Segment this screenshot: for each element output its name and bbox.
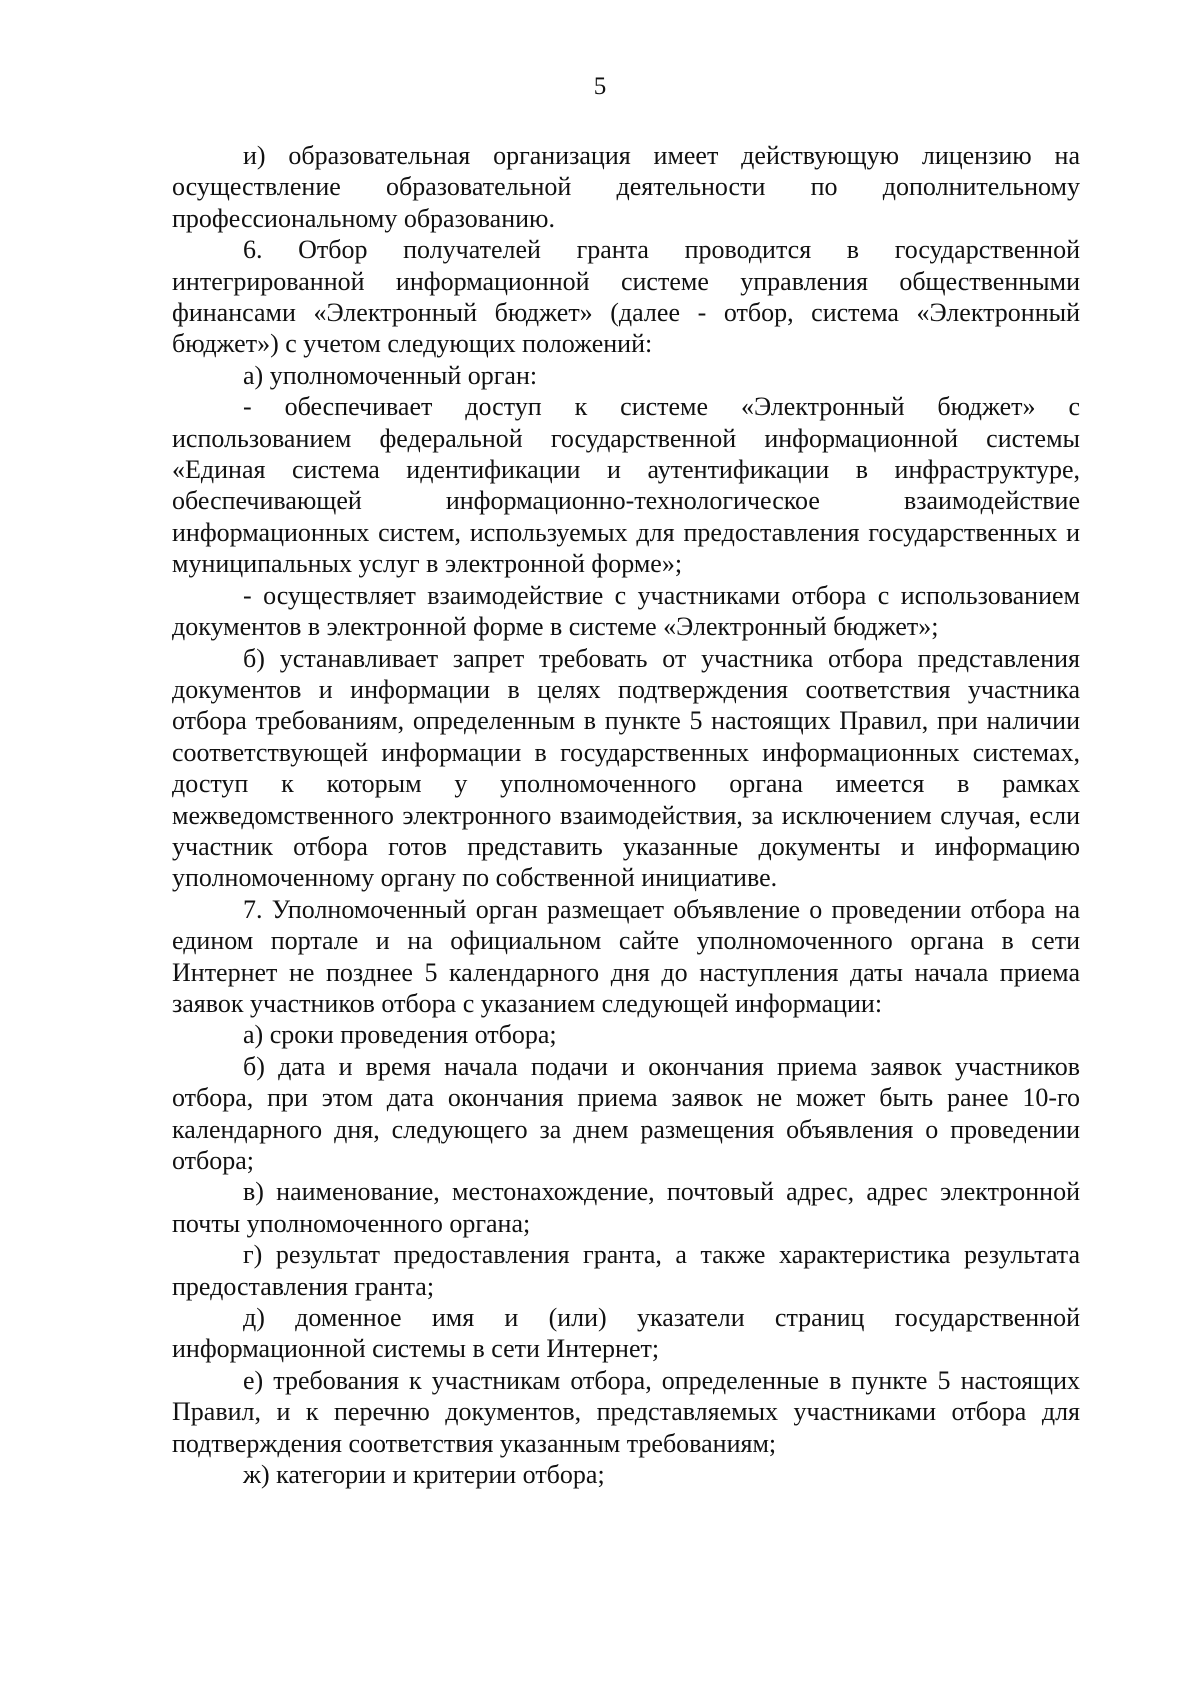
paragraph-a-authorized-body: а) уполномоченный орган: [243,360,538,390]
paragraph-7-announcement: 7. Уполномоченный орган размещает объявление о проведении отбора на едином портале и на официальном сайте уполномоченного органа в сети Интернет не позднее 5 календарного дня до наступления даты начала приема заявок участников отбора с указанием следующей информации: [172,894,1080,1018]
page-number: 5 [593,73,607,100]
paragraph-b-prohibition: б) устанавливает запрет требовать от участника отбора представления документов и информации в целях подтверждения соответствия участника отбора требованиям, определенным в пункте 5 настоящих Правил, при наличии соответствующей информации в государственных информационных системах, доступ к которым у уполномоченного органа имеется в рамках межведомственного электронного взаимодействия, за исключением случая, если участник отбора готов представить указанные документы и информацию уполномоченному органу по собственной инициативе. [172,643,1080,893]
paragraph-e-requirements: е) требования к участникам отбора, определенные в пункте 5 настоящих Правил, и к перечню документов, представляемых участниками отбора для подтверждения соответствия указанным требованиям; [172,1365,1080,1458]
paragraph-d-domain: д) доменное имя и (или) указатели страниц государственной информационной системы в сети Интернет; [172,1303,1080,1364]
paragraph-interaction: - осуществляет взаимодействие с участниками отбора с использованием документов в электронной форме в системе «Электронный бюджет»; [172,580,1080,642]
paragraph-access-system: - обеспечивает доступ к системе «Электронный бюджет» с использованием федеральной государственной информационной системы «Единая система идентификации и аутентификации в инфраструктуре, обеспечивающей информационно-технологическое взаимодействие информационных систем, используемых для предоставления государственных и муниципальных услуг в электронной форме»; [172,392,1080,579]
document-body [172,140,1080,1490]
paragraph-i-license: и) образовательная организация имеет действующую лицензию на осуществление образовательной деятельности по дополнительному профессиональному образованию. [172,141,1080,233]
paragraph-b-dates: б) дата и время начала подачи и окончания приема заявок участников отбора, при этом дата окончания приема заявок не может быть ранее 10-го календарного дня, следующего за днем размещения объявления о проведении отбора; [172,1051,1080,1175]
paragraph-a-terms: а) сроки проведения отбора; [243,1020,557,1050]
paragraph-g-result: г) результат предоставления гранта, а также характеристика результата предоставления гранта; [172,1240,1080,1301]
paragraph-zh-criteria: ж) категории и критерии отбора; [243,1460,605,1490]
paragraph-6-selection: 6. Отбор получателей гранта проводится в государственной интегрированной информационной системе управления общественными финансами «Электронный бюджет» (далее - отбор, система «Электронный бюджет») с учетом следующих положений: [172,235,1080,359]
paragraph-v-contacts: в) наименование, местонахождение, почтовый адрес, адрес электронной почты уполномоченного органа; [172,1177,1080,1238]
